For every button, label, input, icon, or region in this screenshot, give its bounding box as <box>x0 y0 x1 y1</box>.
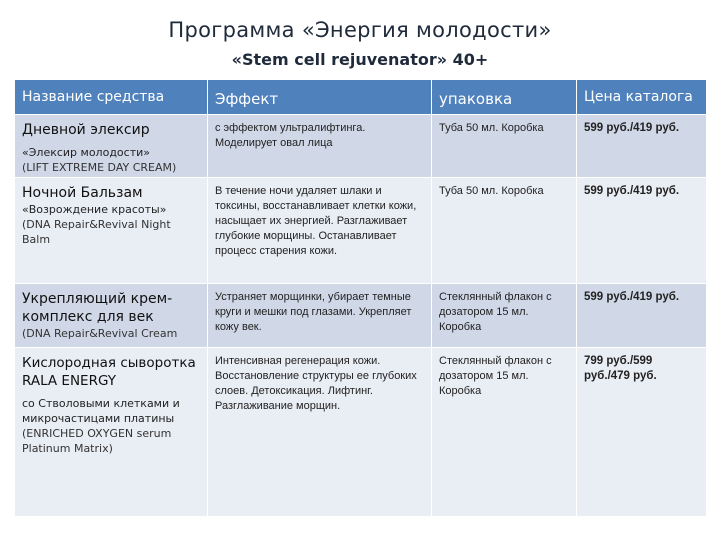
header-price: Цена каталога <box>577 80 707 115</box>
product-price: 799 руб./599 руб./479 руб. <box>577 348 707 517</box>
product-price: 599 руб./419 руб. <box>577 178 707 284</box>
product-effect: Устраняет морщинки, убирает темные круги и мешки под глазами. Укрепляет кожу век. <box>208 284 432 348</box>
page-title: Программа «Энергия молодости» <box>168 18 552 42</box>
product-subname: «Элексир молодости» <box>22 146 150 159</box>
product-pack: Стеклянный флакон с дозатором 15 мл. Коробка <box>432 284 577 348</box>
table-row <box>15 115 707 178</box>
product-name: Дневной элексир <box>22 122 150 138</box>
header-effect: Эффект <box>208 80 432 115</box>
page-subtitle: «Stem cell rejuvenator» 40+ <box>231 50 489 69</box>
product-english-name: (LIFT EXTREME DAY CREAM) <box>22 161 177 174</box>
product-pack: Туба 50 мл. Коробка <box>432 115 577 178</box>
product-pack: Стеклянный флакон с дозатором 15 мл. Коробка <box>432 348 577 517</box>
table-row <box>15 284 707 348</box>
product-name-cell <box>15 178 208 284</box>
product-effect: Интенсивная регенерация кожи. Восстановление структуры ее глубоких слоев. Детоксикация. Лифтинг. Разглаживание морщин. <box>208 348 432 517</box>
table-header-row <box>15 80 707 115</box>
product-name: Кислородная сыворотка RALA ENERGY <box>22 355 196 389</box>
product-english-name: (DNA Repair&Revival Cream <box>22 327 178 340</box>
products-table <box>14 79 707 517</box>
product-name-cell <box>15 284 208 348</box>
product-name: Укрепляющий крем-комплекс для век <box>22 291 173 325</box>
product-name-cell <box>15 115 208 178</box>
product-price: 599 руб./419 руб. <box>577 115 707 178</box>
product-pack: Туба 50 мл. Коробка <box>432 178 577 284</box>
product-name: Ночной Бальзам <box>22 185 143 201</box>
product-effect: В течение ночи удаляет шлаки и токсины, восстанавливает клетки кожи, насыщает их энергией. Разглаживает глубокие морщины. Останавливает процесс старения кожи. <box>208 178 432 284</box>
product-effect: с эффектом ультралифтинга. Моделирует овал лица <box>208 115 432 178</box>
table-row <box>15 348 707 517</box>
header-pack: упаковка <box>432 80 577 115</box>
header-name: Название средства <box>15 80 208 115</box>
product-price: 599 руб./419 руб. <box>577 284 707 348</box>
product-english-name: (DNA Repair&Revival Night Balm <box>22 218 171 246</box>
product-subname: со Стволовыми клетками и микрочастицами платины <box>22 397 180 425</box>
table-row <box>15 178 707 284</box>
product-english-name: (ENRICHED OXYGEN serum Platinum Matrix) <box>22 427 172 455</box>
product-name-cell <box>15 348 208 517</box>
product-subname: «Возрождение красоты» <box>22 203 167 216</box>
